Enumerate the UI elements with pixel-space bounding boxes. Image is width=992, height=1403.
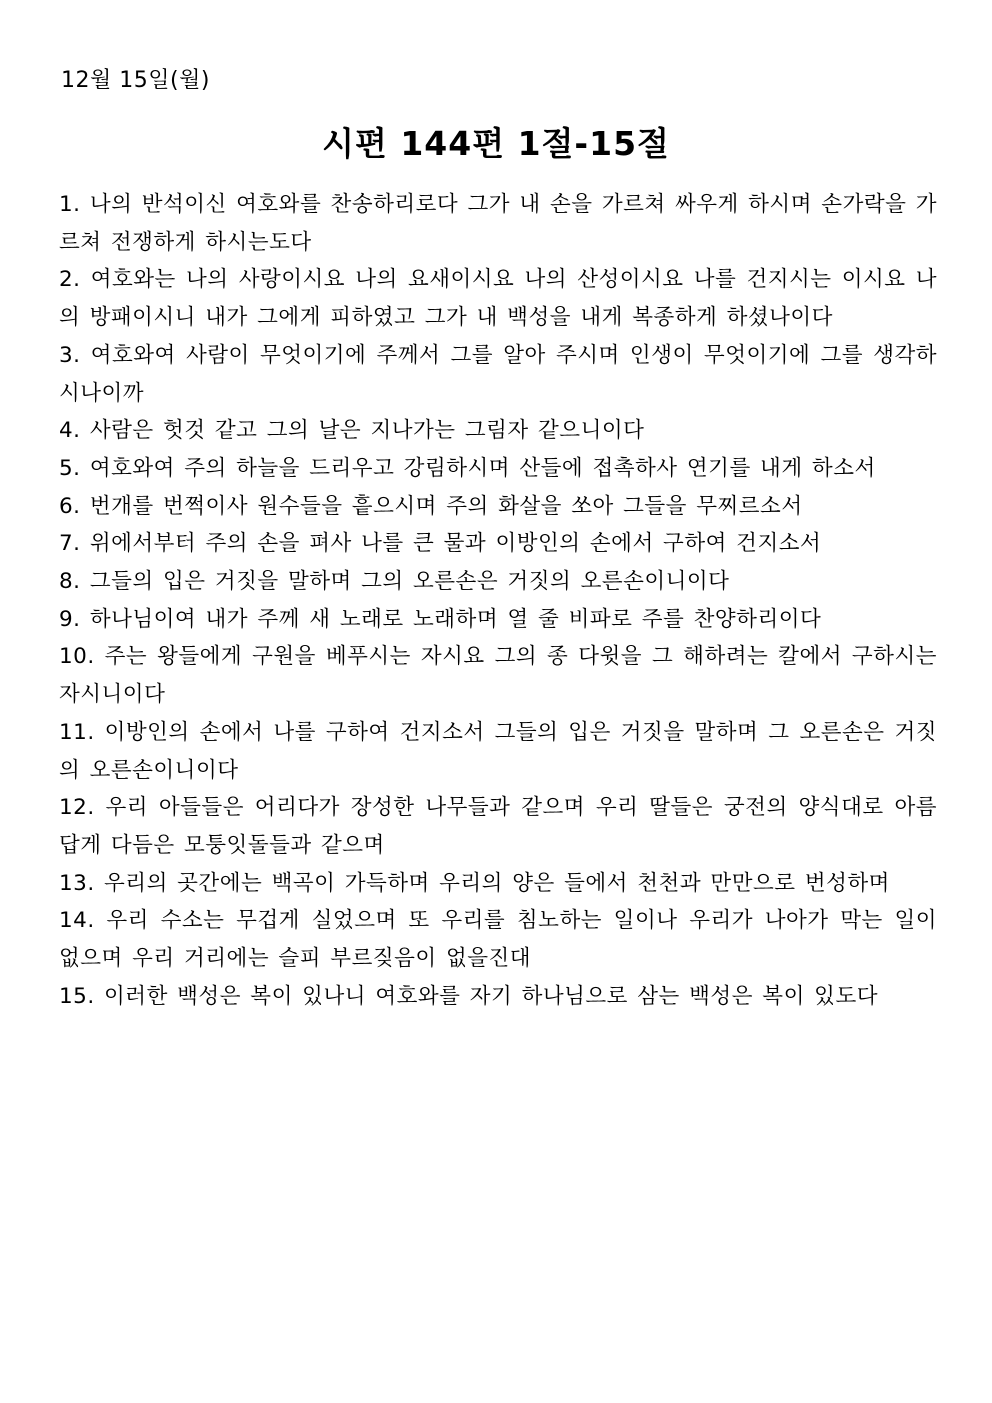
verse-7: 7. 위에서부터 주의 손을 펴사 나를 큰 물과 이방인의 손에서 구하여 건지소서 — [59, 531, 822, 557]
verse-15: 15. 이러한 백성은 복이 있나니 여호와를 자기 하나님으로 삼는 백성은 복이 있도다 — [59, 983, 878, 1009]
verse-11: 11. 이방인의 손에서 나를 구하여 건지소서 그들의 입은 거짓을 말하며 그 오른손은 거짓의 오른손이니이다 — [59, 719, 937, 783]
verse-6: 6. 번개를 번쩍이사 원수들을 흩으시며 주의 화살을 쏘아 그들을 무찌르소서 — [59, 493, 803, 519]
verse-list — [59, 186, 937, 1015]
verse-14: 14. 우리 수소는 무겁게 실었으며 또 우리를 침노하는 일이나 우리가 나아가 막는 일이 없으며 우리 거리에는 슬피 부르짖음이 없을진대 — [59, 908, 937, 972]
verse-9: 9. 하나님이여 내가 주께 새 노래로 노래하며 열 줄 비파로 주를 찬양하리이다 — [59, 606, 822, 632]
verse-4: 4. 사람은 헛것 같고 그의 날은 지나가는 그림자 같으니이다 — [59, 418, 645, 444]
verse-2: 2. 여호와는 나의 사랑이시요 나의 요새이시요 나의 산성이시요 나를 건지시는 이시요 나의 방패이시니 내가 그에게 피하였고 그가 내 백성을 내게 복종하게 하셨나이다 — [59, 267, 937, 331]
verse-12: 12. 우리 아들들은 어리다가 장성한 나무들과 같으며 우리 딸들은 궁전의 양식대로 아름답게 다듬은 모퉁잇돌들과 같으며 — [59, 795, 937, 858]
verse-8: 8. 그들의 입은 거짓을 말하며 그의 오른손은 거짓의 오른손이니이다 — [59, 569, 730, 595]
verse-10: 10. 주는 왕들에게 구원을 베푸시는 자시요 그의 종 다윗을 그 해하려는 칼에서 구하시는 자시니이다 — [59, 644, 937, 708]
date-heading: 12월 15일(월) — [61, 68, 210, 93]
page-title: 시편 144편 1절-15절 — [322, 124, 670, 163]
verse-3: 3. 여호와여 사람이 무엇이기에 주께서 그를 알아 주시며 인생이 무엇이기에 그를 생각하시나이까 — [59, 342, 937, 406]
verse-1: 1. 나의 반석이신 여호와를 찬송하리로다 그가 내 손을 가르쳐 싸우게 하시며 손가락을 가르쳐 전쟁하게 하시는도다 — [59, 192, 937, 255]
verse-5: 5. 여호와여 주의 하늘을 드리우고 강림하시며 산들에 접촉하사 연기를 내게 하소서 — [59, 455, 876, 481]
verse-13: 13. 우리의 곳간에는 백곡이 가득하며 우리의 양은 들에서 천천과 만만으로 번성하며 — [59, 870, 890, 896]
